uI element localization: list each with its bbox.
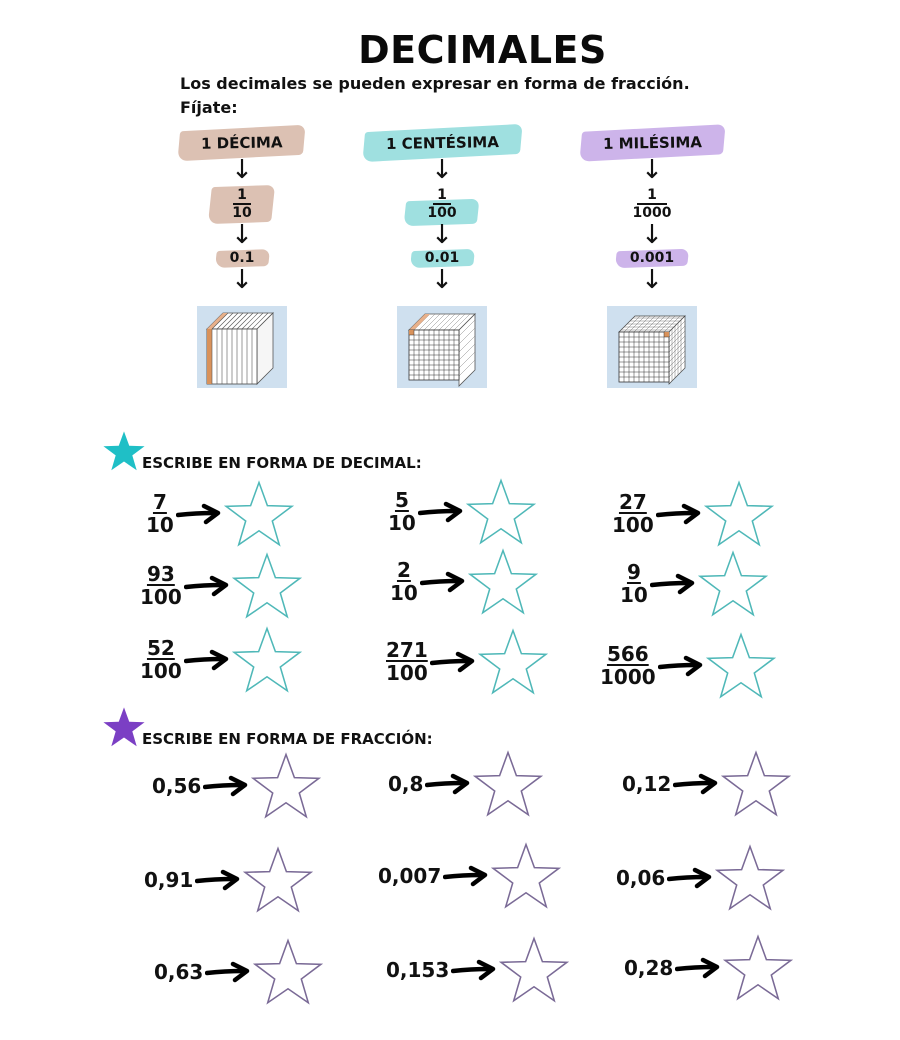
decimal-value: 0,007 [378, 864, 442, 888]
arrow-down-icon: ↓ [431, 265, 453, 295]
concept-fraction: $\frac{1}{1000}$ [632, 187, 672, 221]
decimal-exercise-item [388, 478, 536, 546]
arrow-down-icon: ↓ [431, 220, 453, 250]
decimal-value: 0,06 [616, 866, 666, 890]
page-title: DECIMALES [358, 28, 607, 72]
intro-text: Los decimales se pueden expresar en forma de fracción. [180, 74, 690, 93]
concept-decima [142, 128, 342, 388]
fraction: $\frac{2}{10}$ [390, 558, 418, 605]
decimal-exercise-item [386, 628, 548, 696]
arrow-down-icon: ↓ [231, 155, 253, 185]
answer-star-box[interactable] [491, 842, 561, 910]
concept-label: 1 CENTÉSIMA [367, 127, 516, 160]
arrow-right-icon [443, 865, 489, 887]
answer-star-box[interactable] [706, 632, 776, 700]
decimal-value: 0,153 [386, 958, 450, 982]
section-star-icon [102, 706, 146, 748]
arrow-right-icon [420, 571, 466, 593]
answer-star-box[interactable] [723, 934, 793, 1002]
arrow-right-icon [205, 961, 251, 983]
section-star-icon [102, 430, 146, 472]
arrow-right-icon [673, 773, 719, 795]
fraction: $\frac{52}{100}$ [140, 636, 182, 683]
arrow-right-icon [418, 501, 464, 523]
arrow-right-icon [184, 575, 230, 597]
fraction: $\frac{7}{10}$ [146, 490, 174, 537]
concept-fraction: $\frac{1}{100}$ [405, 182, 478, 223]
fraction-exercise-item [616, 844, 785, 912]
intro-fijate: Fíjate: [180, 98, 238, 117]
answer-star-box[interactable] [466, 478, 536, 546]
concept-decimal: 0.001 [618, 248, 686, 268]
fraction-exercise-item [152, 752, 321, 820]
decimal-exercise-item [140, 626, 302, 694]
fraction-exercise-item [622, 750, 791, 818]
concept-decimal: 0.01 [413, 248, 472, 268]
decimal-value: 0,28 [624, 956, 674, 980]
fraction: $\frac{566}{1000}$ [600, 642, 656, 689]
fraction-exercise-item [388, 750, 543, 818]
arrow-right-icon [184, 649, 230, 671]
answer-star-box[interactable] [499, 936, 569, 1004]
decimal-value: 0,8 [388, 772, 424, 796]
fraction-exercise-item [386, 936, 569, 1004]
answer-star-box[interactable] [715, 844, 785, 912]
arrow-right-icon [675, 957, 721, 979]
arrow-right-icon [451, 959, 497, 981]
arrow-down-icon: ↓ [641, 220, 663, 250]
arrow-right-icon [195, 869, 241, 891]
decimal-exercise-item [600, 632, 776, 700]
answer-star-box[interactable] [224, 480, 294, 548]
arrow-down-icon: ↓ [641, 155, 663, 185]
answer-star-box[interactable] [243, 846, 313, 914]
fraction: $\frac{9}{10}$ [620, 560, 648, 607]
fraction: $\frac{271}{100}$ [386, 638, 428, 685]
concept-centesima [342, 128, 542, 388]
fraction-exercise-item [144, 846, 313, 914]
fraction: $\frac{5}{10}$ [388, 488, 416, 535]
answer-star-box[interactable] [232, 626, 302, 694]
thousandths-block-icon [607, 306, 697, 388]
arrow-down-icon: ↓ [431, 155, 453, 185]
section-heading-fraction: ESCRIBE EN FORMA DE FRACCIÓN: [142, 730, 433, 748]
decimal-exercise-item [140, 552, 302, 620]
answer-star-box[interactable] [478, 628, 548, 696]
decimal-exercise-item [612, 480, 774, 548]
decimal-value: 0,63 [154, 960, 204, 984]
decimal-value: 0,56 [152, 774, 202, 798]
fraction-exercise-item [624, 934, 793, 1002]
arrow-right-icon [656, 503, 702, 525]
answer-star-box[interactable] [721, 750, 791, 818]
decimal-exercise-item [620, 550, 768, 618]
arrow-right-icon [430, 651, 476, 673]
concept-label: 1 MILÉSIMA [584, 127, 719, 159]
answer-star-box[interactable] [251, 752, 321, 820]
tenths-block-icon [197, 306, 287, 388]
arrow-right-icon [176, 503, 222, 525]
decimal-value: 0,12 [622, 772, 672, 796]
concept-decimal: 0.1 [218, 248, 267, 268]
answer-star-box[interactable] [698, 550, 768, 618]
answer-star-box[interactable] [253, 938, 323, 1006]
arrow-right-icon [203, 775, 249, 797]
fraction: $\frac{93}{100}$ [140, 562, 182, 609]
fraction-exercise-item [378, 842, 561, 910]
answer-star-box[interactable] [473, 750, 543, 818]
concept-fraction: $\frac{1}{10}$ [210, 182, 273, 223]
arrow-down-icon: ↓ [641, 265, 663, 295]
answer-star-box[interactable] [468, 548, 538, 616]
fraction: $\frac{27}{100}$ [612, 490, 654, 537]
decimal-exercise-item [146, 480, 294, 548]
answer-star-box[interactable] [232, 552, 302, 620]
answer-star-box[interactable] [704, 480, 774, 548]
arrow-right-icon [425, 773, 471, 795]
arrow-right-icon [667, 867, 713, 889]
concept-milesima [552, 128, 752, 388]
decimal-value: 0,91 [144, 868, 194, 892]
fraction-exercise-item [154, 938, 323, 1006]
decimal-exercise-item [390, 548, 538, 616]
arrow-down-icon: ↓ [231, 265, 253, 295]
arrow-right-icon [658, 655, 704, 677]
hundredths-block-icon [397, 306, 487, 388]
arrow-down-icon: ↓ [231, 220, 253, 250]
concept-label: 1 DÉCIMA [183, 127, 301, 159]
section-heading-decimal: ESCRIBE EN FORMA DE DECIMAL: [142, 454, 422, 472]
arrow-right-icon [650, 573, 696, 595]
